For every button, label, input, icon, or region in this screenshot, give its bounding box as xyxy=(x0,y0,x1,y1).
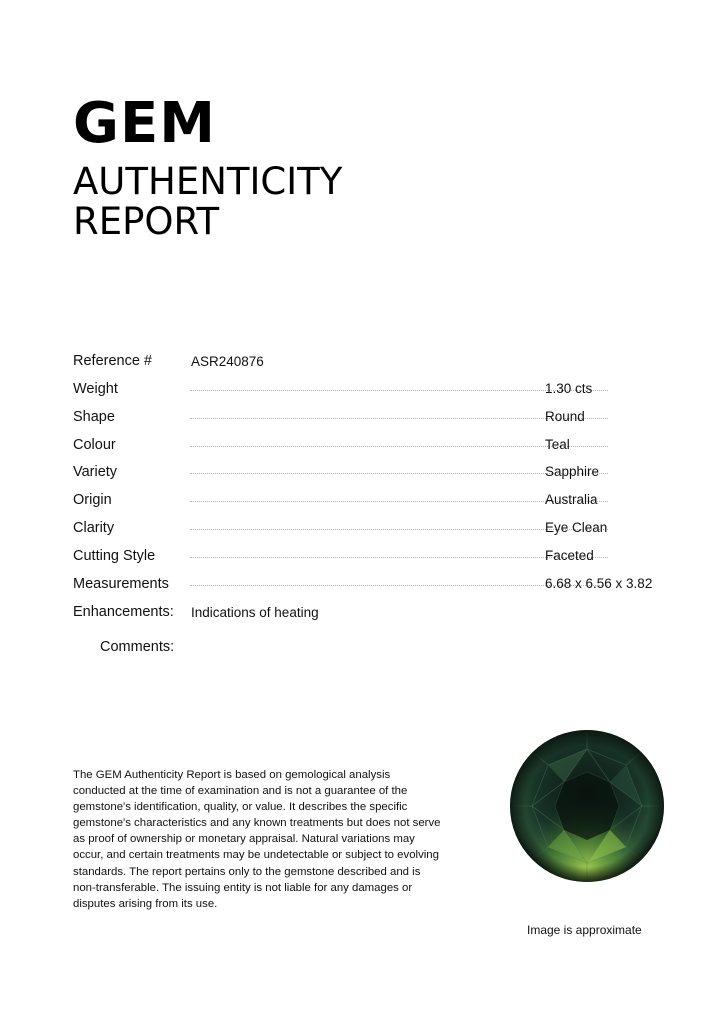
spec-label: Origin xyxy=(73,492,112,509)
spec-label: Measurements xyxy=(73,575,169,592)
spec-value: Australia xyxy=(545,492,598,508)
spec-row-measurements xyxy=(73,575,673,603)
spec-row-weight xyxy=(73,380,673,408)
spec-row-clarity xyxy=(73,519,673,547)
spec-value: Round xyxy=(545,408,585,424)
spec-label: Clarity xyxy=(73,519,115,536)
comments-row xyxy=(100,639,174,655)
spec-row-origin xyxy=(73,491,673,519)
spec-row-variety xyxy=(73,463,673,491)
spec-value: Teal xyxy=(545,436,570,452)
enhancements-value: Indications of heating xyxy=(191,605,319,620)
reference-label: Reference # xyxy=(73,353,152,369)
spec-value: Faceted xyxy=(545,547,594,563)
spec-label: Variety xyxy=(73,464,118,481)
spec-value: Sapphire xyxy=(545,464,600,480)
spec-row-cutting-style xyxy=(73,547,673,575)
gemstone-image xyxy=(508,727,666,885)
report-title-gem: GEM xyxy=(73,91,216,156)
spec-value: 1.30 cts xyxy=(545,381,593,396)
reference-value: ASR240876 xyxy=(191,354,264,369)
image-caption: Image is approximate xyxy=(527,923,642,937)
spec-label: Weight xyxy=(73,381,118,397)
spec-label: Colour xyxy=(73,436,116,453)
spec-label: Shape xyxy=(73,408,115,425)
spec-value: 6.68 x 6.56 x 3.82 xyxy=(545,575,653,591)
spec-row-shape xyxy=(73,408,673,436)
spec-label: Cutting Style xyxy=(73,547,156,564)
comments-label: Comments: xyxy=(100,639,175,655)
spec-list xyxy=(73,380,673,602)
report-title-line1: AUTHENTICITY xyxy=(73,160,343,203)
spec-value: Eye Clean xyxy=(545,519,608,535)
enhancements-label: Enhancements: xyxy=(73,604,174,620)
disclaimer-text: The GEM Authenticity Report is based on gemological analysis conducted at the time of examination and is not a guarantee of the gemstone's identification, quality, or value. It describes the specific gemstone's characteristics and any known treatments but does not serve as proof of ownership or monetary appraisal. Natural variations may occur, and certain treatments may be undetectable or subject to evolving standards. The report pertains only to the gemstone described and is non-transferable. The issuing entity is not liable for any damages or disputes arising from its use. xyxy=(73,769,441,910)
report-title-line2: REPORT xyxy=(73,200,220,243)
spec-row-colour xyxy=(73,436,673,464)
